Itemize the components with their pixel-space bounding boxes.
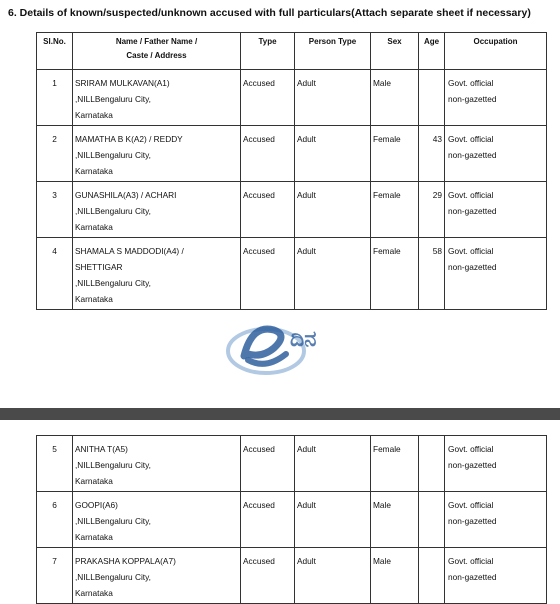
age-cell xyxy=(419,70,445,126)
sex-text: Male xyxy=(373,78,391,88)
accused-table-part-2 xyxy=(36,435,547,604)
occupation-text: Govt. official xyxy=(448,556,494,566)
accused-type-cell xyxy=(241,70,295,126)
accused-row xyxy=(37,238,547,310)
col-header-person-type: Person Type xyxy=(295,33,371,70)
person-type-cell xyxy=(295,492,371,548)
serial-number-cell xyxy=(37,70,73,126)
accused-name-address-cell xyxy=(73,492,241,548)
accused-name-address-text: Karnataka xyxy=(75,110,113,120)
sex-cell xyxy=(371,548,419,604)
watermark-text: ದಿನ xyxy=(290,327,317,352)
accused-name-address-cell xyxy=(73,548,241,604)
person-type-cell xyxy=(295,70,371,126)
accused-name-address-text: SRIRAM MULKAVAN(A1) xyxy=(75,78,170,88)
sex-text: Male xyxy=(373,556,391,566)
person-type-text: Adult xyxy=(297,444,316,454)
person-type-cell xyxy=(295,126,371,182)
person-type-cell xyxy=(295,548,371,604)
serial-number-text: 6 xyxy=(52,500,57,510)
person-type-text: Adult xyxy=(297,246,316,256)
occupation-text: non-gazetted xyxy=(448,94,497,104)
accused-type-cell xyxy=(241,548,295,604)
age-cell xyxy=(419,126,445,182)
occupation-cell xyxy=(445,548,547,604)
serial-number-text: 7 xyxy=(52,556,57,566)
accused-type-text: Accused xyxy=(243,190,275,200)
accused-type-text: Accused xyxy=(243,556,275,566)
accused-name-address-text: PRAKASHA KOPPALA(A7) xyxy=(75,556,176,566)
accused-row xyxy=(37,492,547,548)
person-type-cell xyxy=(295,436,371,492)
sex-cell xyxy=(371,126,419,182)
sex-text: Female xyxy=(373,190,401,200)
sex-cell xyxy=(371,436,419,492)
serial-number-cell xyxy=(37,238,73,310)
sex-cell xyxy=(371,182,419,238)
person-type-text: Adult xyxy=(297,190,316,200)
accused-row xyxy=(37,548,547,604)
accused-type-text: Accused xyxy=(243,444,275,454)
sex-text: Male xyxy=(373,500,391,510)
accused-row xyxy=(37,182,547,238)
sex-text: Female xyxy=(373,134,401,144)
serial-number-text: 5 xyxy=(52,444,57,454)
age-cell xyxy=(419,238,445,310)
accused-type-text: Accused xyxy=(243,78,275,88)
person-type-text: Adult xyxy=(297,134,316,144)
accused-name-address-text: Karnataka xyxy=(75,532,113,542)
accused-name-address-text: ,NILLBengaluru City, xyxy=(75,206,151,216)
person-type-text: Adult xyxy=(297,78,316,88)
serial-number-cell xyxy=(37,126,73,182)
serial-number-text: 4 xyxy=(52,246,57,256)
serial-number-text: 1 xyxy=(52,78,57,88)
age-cell xyxy=(419,436,445,492)
sex-cell xyxy=(371,238,419,310)
age-cell xyxy=(419,492,445,548)
accused-name-address-text: Karnataka xyxy=(75,222,113,232)
watermark-logo xyxy=(222,304,348,388)
accused-type-cell xyxy=(241,492,295,548)
accused-type-cell xyxy=(241,126,295,182)
accused-name-address-text: ,NILLBengaluru City, xyxy=(75,150,151,160)
accused-type-cell xyxy=(241,238,295,310)
sex-text: Female xyxy=(373,246,401,256)
person-type-cell xyxy=(295,238,371,310)
occupation-cell xyxy=(445,492,547,548)
accused-type-text: Accused xyxy=(243,500,275,510)
serial-number-cell xyxy=(37,492,73,548)
accused-type-cell xyxy=(241,436,295,492)
col-header-slno: Sl.No. xyxy=(37,33,73,70)
sex-text: Female xyxy=(373,444,401,454)
col-header-name-line1: Name / Father Name / xyxy=(115,37,198,46)
occupation-text: non-gazetted xyxy=(448,150,497,160)
accused-name-address-text: GUNASHILA(A3) / ACHARI xyxy=(75,190,177,200)
watermark-logo-icon xyxy=(222,304,348,388)
col-header-name xyxy=(73,33,241,70)
accused-row xyxy=(37,126,547,182)
accused-name-address-text: ,NILLBengaluru City, xyxy=(75,572,151,582)
accused-name-address-cell xyxy=(73,238,241,310)
occupation-text: Govt. official xyxy=(448,190,494,200)
occupation-text: non-gazetted xyxy=(448,262,497,272)
accused-name-address-text: ,NILLBengaluru City, xyxy=(75,278,151,288)
person-type-text: Adult xyxy=(297,556,316,566)
age-text: 43 xyxy=(432,134,442,144)
accused-name-address-text: MAMATHA B K(A2) / REDDY xyxy=(75,134,183,144)
occupation-text: Govt. official xyxy=(448,246,494,256)
accused-name-address-text: SHAMALA S MADDODI(A4) / xyxy=(75,246,184,256)
serial-number-cell xyxy=(37,436,73,492)
serial-number-cell xyxy=(37,182,73,238)
accused-name-address-text: ,NILLBengaluru City, xyxy=(75,460,151,470)
occupation-text: Govt. official xyxy=(448,500,494,510)
accused-name-address-text: Karnataka xyxy=(75,294,113,304)
accused-name-address-cell xyxy=(73,126,241,182)
col-header-sex: Sex xyxy=(371,33,419,70)
sex-cell xyxy=(371,70,419,126)
accused-name-address-text: ,NILLBengaluru City, xyxy=(75,516,151,526)
occupation-cell xyxy=(445,436,547,492)
accused-type-text: Accused xyxy=(243,246,275,256)
accused-table-part-1 xyxy=(36,32,547,310)
occupation-cell xyxy=(445,238,547,310)
age-cell xyxy=(419,548,445,604)
occupation-cell xyxy=(445,182,547,238)
occupation-text: non-gazetted xyxy=(448,206,497,216)
occupation-cell xyxy=(445,126,547,182)
accused-name-address-text: SHETTIGAR xyxy=(75,262,123,272)
sex-cell xyxy=(371,492,419,548)
person-type-cell xyxy=(295,182,371,238)
accused-name-address-cell xyxy=(73,70,241,126)
accused-type-text: Accused xyxy=(243,134,275,144)
accused-row xyxy=(37,70,547,126)
accused-name-address-text: Karnataka xyxy=(75,476,113,486)
col-header-occupation: Occupation xyxy=(445,33,547,70)
serial-number-text: 2 xyxy=(52,134,57,144)
col-header-age: Age xyxy=(419,33,445,70)
age-cell xyxy=(419,182,445,238)
occupation-text: non-gazetted xyxy=(448,460,497,470)
age-text: 29 xyxy=(432,190,442,200)
page-separator xyxy=(0,408,560,420)
accused-name-address-cell xyxy=(73,182,241,238)
occupation-cell xyxy=(445,70,547,126)
person-type-text: Adult xyxy=(297,500,316,510)
occupation-text: non-gazetted xyxy=(448,572,497,582)
col-header-name-line2: Caste / Address xyxy=(126,51,187,60)
accused-name-address-text: Karnataka xyxy=(75,588,113,598)
col-header-type: Type xyxy=(241,33,295,70)
occupation-text: Govt. official xyxy=(448,134,494,144)
occupation-text: non-gazetted xyxy=(448,516,497,526)
accused-row xyxy=(37,436,547,492)
serial-number-cell xyxy=(37,548,73,604)
accused-name-address-text: GOOPI(A6) xyxy=(75,500,118,510)
accused-type-cell xyxy=(241,182,295,238)
accused-name-address-text: ANITHA T(A5) xyxy=(75,444,128,454)
accused-name-address-text: Karnataka xyxy=(75,166,113,176)
occupation-text: Govt. official xyxy=(448,444,494,454)
accused-name-address-text: ,NILLBengaluru City, xyxy=(75,94,151,104)
section-heading: 6. Details of known/suspected/unknown accused with full particulars(Attach separate sheet if necessary) xyxy=(8,7,531,19)
occupation-text: Govt. official xyxy=(448,78,494,88)
accused-name-address-cell xyxy=(73,436,241,492)
serial-number-text: 3 xyxy=(52,190,57,200)
age-text: 58 xyxy=(432,246,442,256)
